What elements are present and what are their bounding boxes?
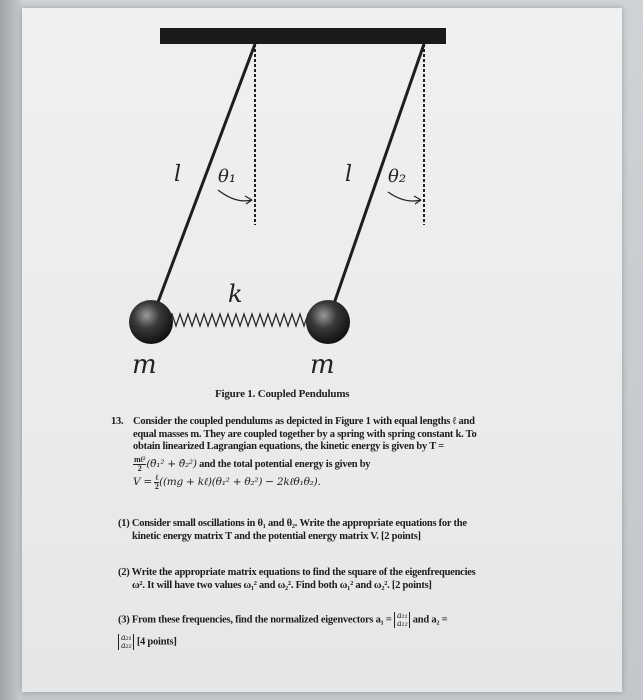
question-body	[133, 416, 553, 491]
theta1-label: θ₁	[218, 166, 237, 187]
angle-arc-1	[218, 190, 252, 201]
mass-1	[129, 300, 173, 344]
kinetic-fraction	[133, 456, 146, 473]
q13-line-4-text: and the total potential energy is given by	[196, 458, 371, 470]
eigenvector-a1	[394, 612, 410, 628]
theta2-label: θ₂	[388, 166, 407, 187]
item-2-line-1: (2) Write the appropriate matrix equations to find the square of the eigenfrequencies	[118, 567, 476, 578]
item-1	[118, 517, 558, 543]
eigenvector-a2	[118, 634, 134, 650]
potential-expression: ((mg + kℓ)(θ₁² + θ₂²) − 2kℓθ₁θ₂).	[159, 475, 321, 488]
q13-line-5	[133, 474, 553, 491]
kinetic-frac-den: 2	[137, 463, 142, 473]
figure-caption: Figure 1. Coupled Pendulums	[215, 388, 350, 400]
length-label-2: l	[345, 162, 353, 187]
spring	[168, 314, 312, 326]
item-3-points: [4 points]	[136, 636, 177, 648]
kinetic-frac-num: mℓ²	[134, 454, 146, 464]
question-number: 13.	[111, 416, 124, 427]
question-13	[113, 416, 553, 491]
pendulum-rod-2	[329, 44, 424, 318]
item-1-line-1: (1) Consider small oscillations in θ₁ and θ₂. Write the appropriate equations for the	[118, 518, 467, 529]
angle-arrow-1	[245, 196, 252, 204]
length-label-1: l	[174, 162, 182, 187]
ceiling-bar	[160, 28, 446, 44]
q13-line-4	[133, 456, 553, 473]
a22-entry: a₂₂	[121, 641, 132, 650]
item-2	[118, 566, 558, 592]
item-3-line-1	[118, 612, 558, 628]
item-3-and: and a₂ =	[412, 614, 448, 626]
mass-label-1: m	[132, 350, 157, 380]
q13-line-1: Consider the coupled pendulums as depicted in Figure 1 with equal lengths ℓ and	[133, 416, 475, 427]
potential-frac-num: ℓ	[155, 472, 159, 482]
angle-arrow-2	[414, 196, 421, 204]
a12-entry: a₁₂	[396, 619, 408, 628]
item-3-line-2	[118, 634, 558, 650]
mass-2	[306, 300, 350, 344]
a21-entry: a₂₁	[121, 633, 132, 642]
item-3	[118, 612, 558, 650]
q13-line-2: equal masses m. They are coupled together by a spring with spring constant k. To	[133, 428, 477, 440]
q13-line-3: obtain linearized Lagrangian equations, the kinetic energy is given by T =	[133, 441, 444, 452]
item-1-line-2: kinetic energy matrix T and the potential energy matrix V. [2 points]	[132, 531, 421, 542]
kinetic-expression: (θ̇₁² + θ̇₂²)	[146, 457, 197, 470]
spring-constant-label: k	[228, 280, 243, 308]
a11-entry: a₁₁	[396, 611, 408, 620]
pendulum-rod-1	[152, 44, 255, 318]
item-2-line-2: ω². It will have two values ω₁² and ω₂². Find both ω₁² and ω₂². [2 points]	[132, 580, 432, 591]
item-3-text: (3) From these frequencies, find the normalized eigenvectors a₁ =	[118, 614, 392, 626]
potential-lhs: V =	[133, 475, 152, 488]
potential-frac-den: 2	[154, 481, 159, 491]
mass-label-2: m	[310, 350, 335, 380]
